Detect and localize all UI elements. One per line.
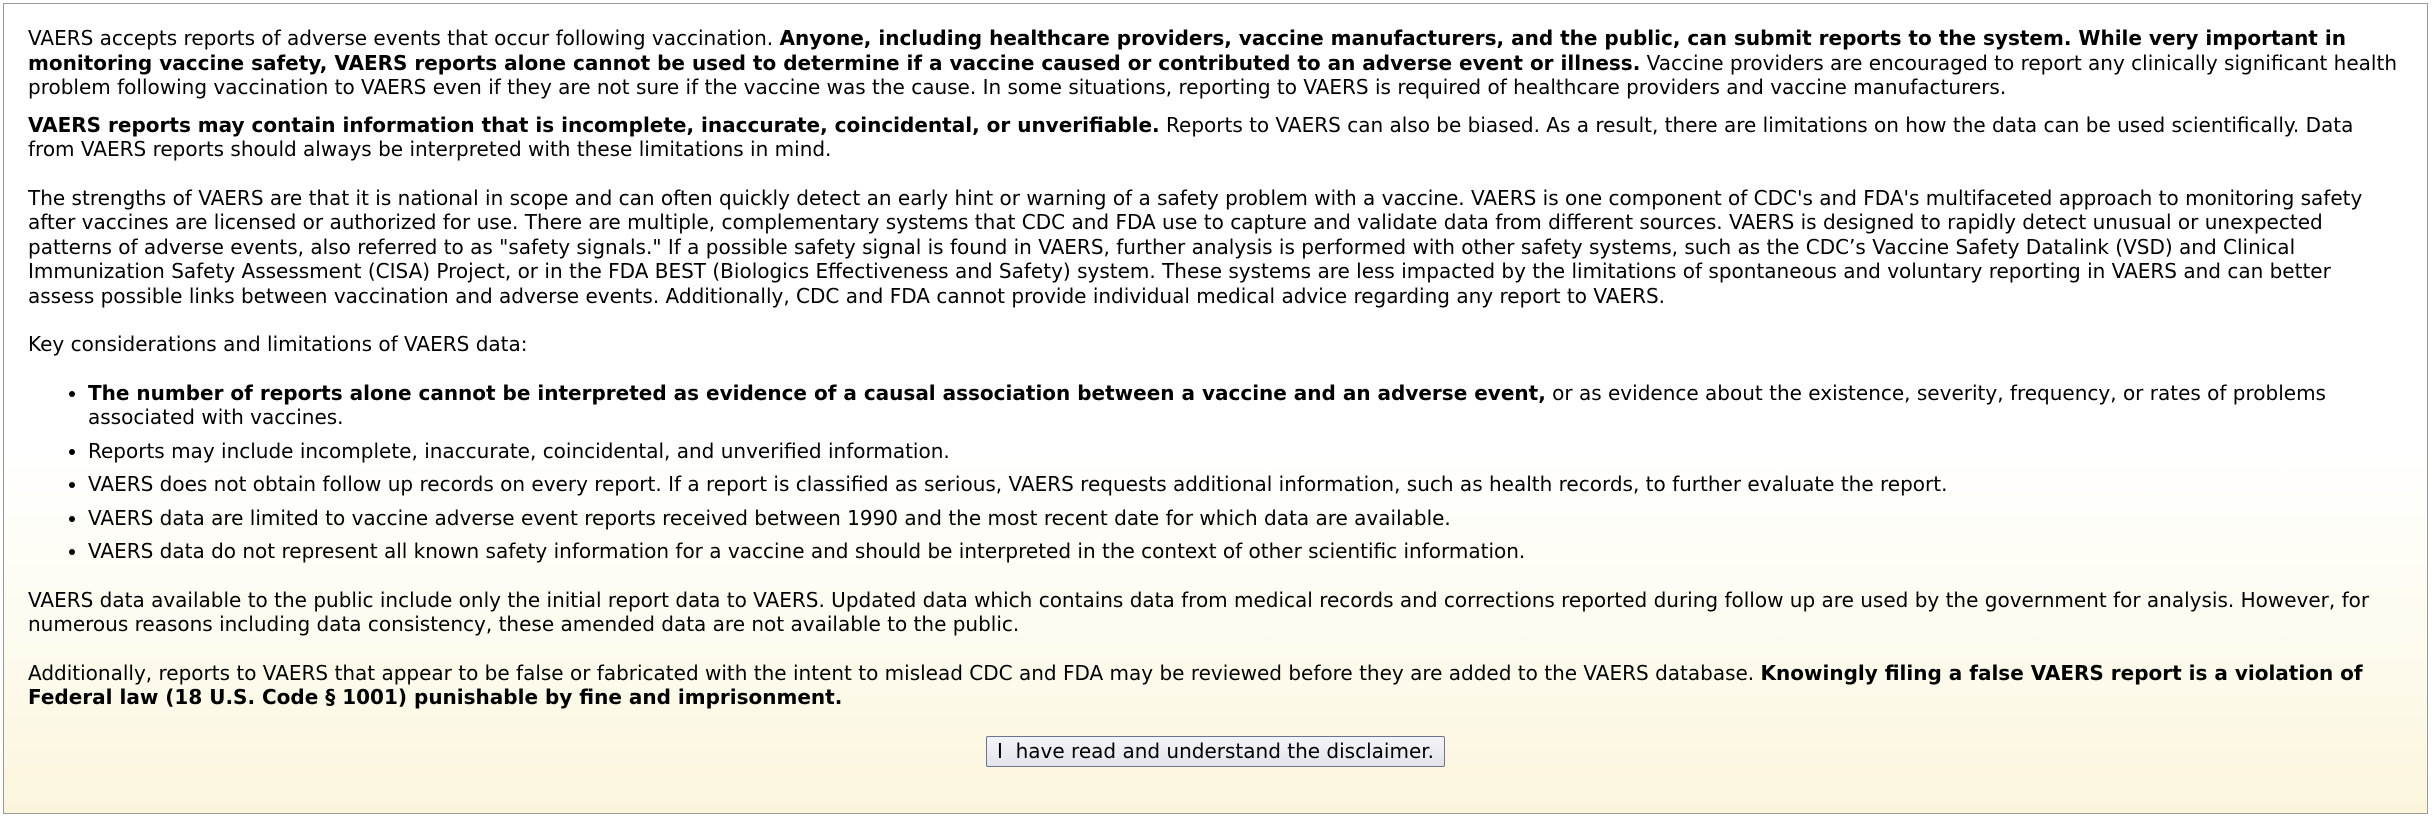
intro-bold-text: Anyone, including healthcare providers, vaccine manufacturers, and the public, can submit reports to the system. While very important in monitoring vaccine safety, VAERS reports alone cannot be used to determine if a vaccine caused or contributed to an adverse event or illness.: [28, 26, 2346, 75]
list-item-text: or as evidence about the existence, severity, frequency, or rates of problems associated with vaccines.: [88, 380, 2326, 429]
list-item-bold-text: The number of reports alone cannot be interpreted as evidence of a causal association between a vaccine and an adverse event,: [88, 380, 1546, 405]
button-row: [28, 736, 2403, 767]
considerations-list: [28, 381, 2403, 564]
acknowledge-disclaimer-button[interactable]: I have read and understand the disclaimer.: [986, 736, 1445, 767]
list-item: [88, 381, 2403, 430]
limitations-text: Reports to VAERS can also be biased. As a result, there are limitations on how the data can be used scientifically. Data from VAERS reports should always be interpreted with these limitations in mind.: [28, 112, 2354, 161]
intro-text-continued: Vaccine providers are encouraged to report any clinically significant health problem following vaccination to VAERS even if they are not sure if the vaccine was the cause. In some situations, reporting to VAERS is required of healthcare providers and vaccine manufacturers.: [28, 50, 2397, 99]
strengths-paragraph: The strengths of VAERS are that it is national in scope and can often quickly detect an early hint or warning of a safety problem with a vaccine. VAERS is one component of CDC's and FDA's multifaceted approach to monitoring safety after vaccines are licensed or authorized for use. There are multiple, complementary systems that CDC and FDA use to capture and validate data from different sources. VAERS is designed to rapidly detect unusual or unexpected patterns of adverse events, also referred to as "safety signals." If a possible safety signal is found in VAERS, further analysis is performed with other safety systems, such as the CDC’s Vaccine Safety Datalink (VSD) and Clinical Immunization Safety Assessment (CISA) Project, or in the FDA BEST (Biologics Effectiveness and Safety) system. These systems are less impacted by the limitations of spontaneous and voluntary reporting in VAERS and can better assess possible links between vaccination and adverse events. Additionally, CDC and FDA cannot provide individual medical advice regarding any report to VAERS.: [28, 185, 2363, 308]
disclaimer-panel: [3, 3, 2428, 814]
false-report-text: Additionally, reports to VAERS that appear to be false or fabricated with the intent to mislead CDC and FDA may be reviewed before they are added to the VAERS database.: [28, 660, 1761, 685]
limitations-paragraph: [28, 113, 2403, 162]
intro-text: VAERS accepts reports of adverse events that occur following vaccination.: [28, 26, 780, 50]
list-item: • Reports may include incomplete, inaccurate, coincidental, and unverified information.: [88, 439, 2403, 464]
list-item: • VAERS data are limited to vaccine adverse event reports received between 1990 and the most recent date for which data are available.: [88, 506, 2403, 531]
list-item: • VAERS data do not represent all known safety information for a vaccine and should be interpreted in the context of other scientific information.: [88, 539, 2403, 564]
public-data-paragraph: VAERS data available to the public include only the initial report data to VAERS. Updated data which contains data from medical records and corrections reported during follow up are used by the government for analysis. However, for numerous reasons including data consistency, these amended data are not available to the public.: [28, 587, 2370, 636]
false-report-bold-text: Knowingly filing a false VAERS report is a violation of Federal law (18 U.S. Code § 1001) punishable by fine and imprisonment.: [28, 660, 2363, 709]
limitations-bold-text: VAERS reports may contain information that is incomplete, inaccurate, coincidental, or unverifiable.: [28, 112, 1160, 137]
list-item: • VAERS does not obtain follow up records on every report. If a report is classified as serious, VAERS requests additional information, such as health records, to further evaluate the report.: [88, 472, 2403, 497]
false-report-paragraph: [28, 661, 2403, 710]
key-considerations-heading: Key considerations and limitations of VAERS data:: [28, 332, 528, 356]
intro-paragraph: [28, 26, 2403, 100]
